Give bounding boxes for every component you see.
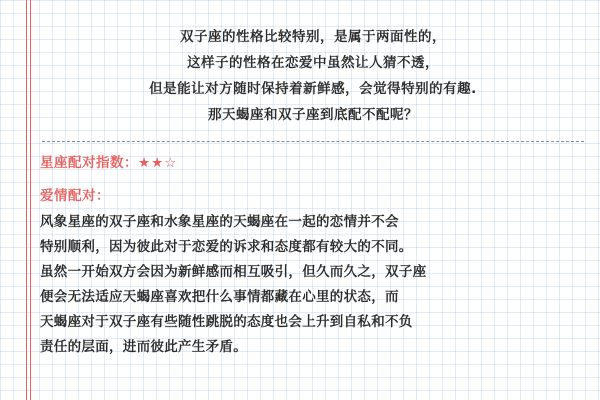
- intro-line: 但是能让对方随时保持着新鲜感，会觉得特别的有趣.: [149, 81, 477, 97]
- body-line: 天蝎座对于双子座有些随性跳脱的态度也会上升到自私和不负: [40, 314, 413, 330]
- section-divider: [42, 141, 584, 142]
- margin-rule-decoration: [26, 0, 31, 400]
- body-line: 便会无法适应天蝎座喜欢把什么事情都藏在心里的状态，而: [40, 289, 399, 305]
- body-line: 风象星座的双子座和水象星座的天蝎座在一起的恋情并不会: [40, 214, 399, 230]
- body-line: 责任的层面，进而彼此产生矛盾。: [40, 339, 247, 355]
- intro-line: 这样子的性格在恋爱中虽然让人猜不透，: [187, 55, 439, 71]
- rating-label: 星座配对指数：: [40, 155, 138, 171]
- document-content: [40, 0, 586, 400]
- star-rating-icon: ★★☆: [138, 155, 178, 171]
- intro-line: 双子座的性格比较特别，是属于两面性的，: [180, 29, 446, 45]
- compatibility-rating: [40, 152, 586, 174]
- intro-line: 那天蝎座和双子座到底配不配呢？: [208, 107, 418, 123]
- body-paragraph: [40, 210, 586, 360]
- body-line: 特别顺利，因为彼此对于恋爱的诉求和态度都有较大的不同。: [40, 239, 413, 255]
- section-title: 爱情配对：: [40, 188, 110, 204]
- intro-paragraph: [40, 0, 586, 128]
- body-line: 虽然一开始双方会因为新鲜感而相互吸引，但久而久之，双子座: [40, 264, 427, 280]
